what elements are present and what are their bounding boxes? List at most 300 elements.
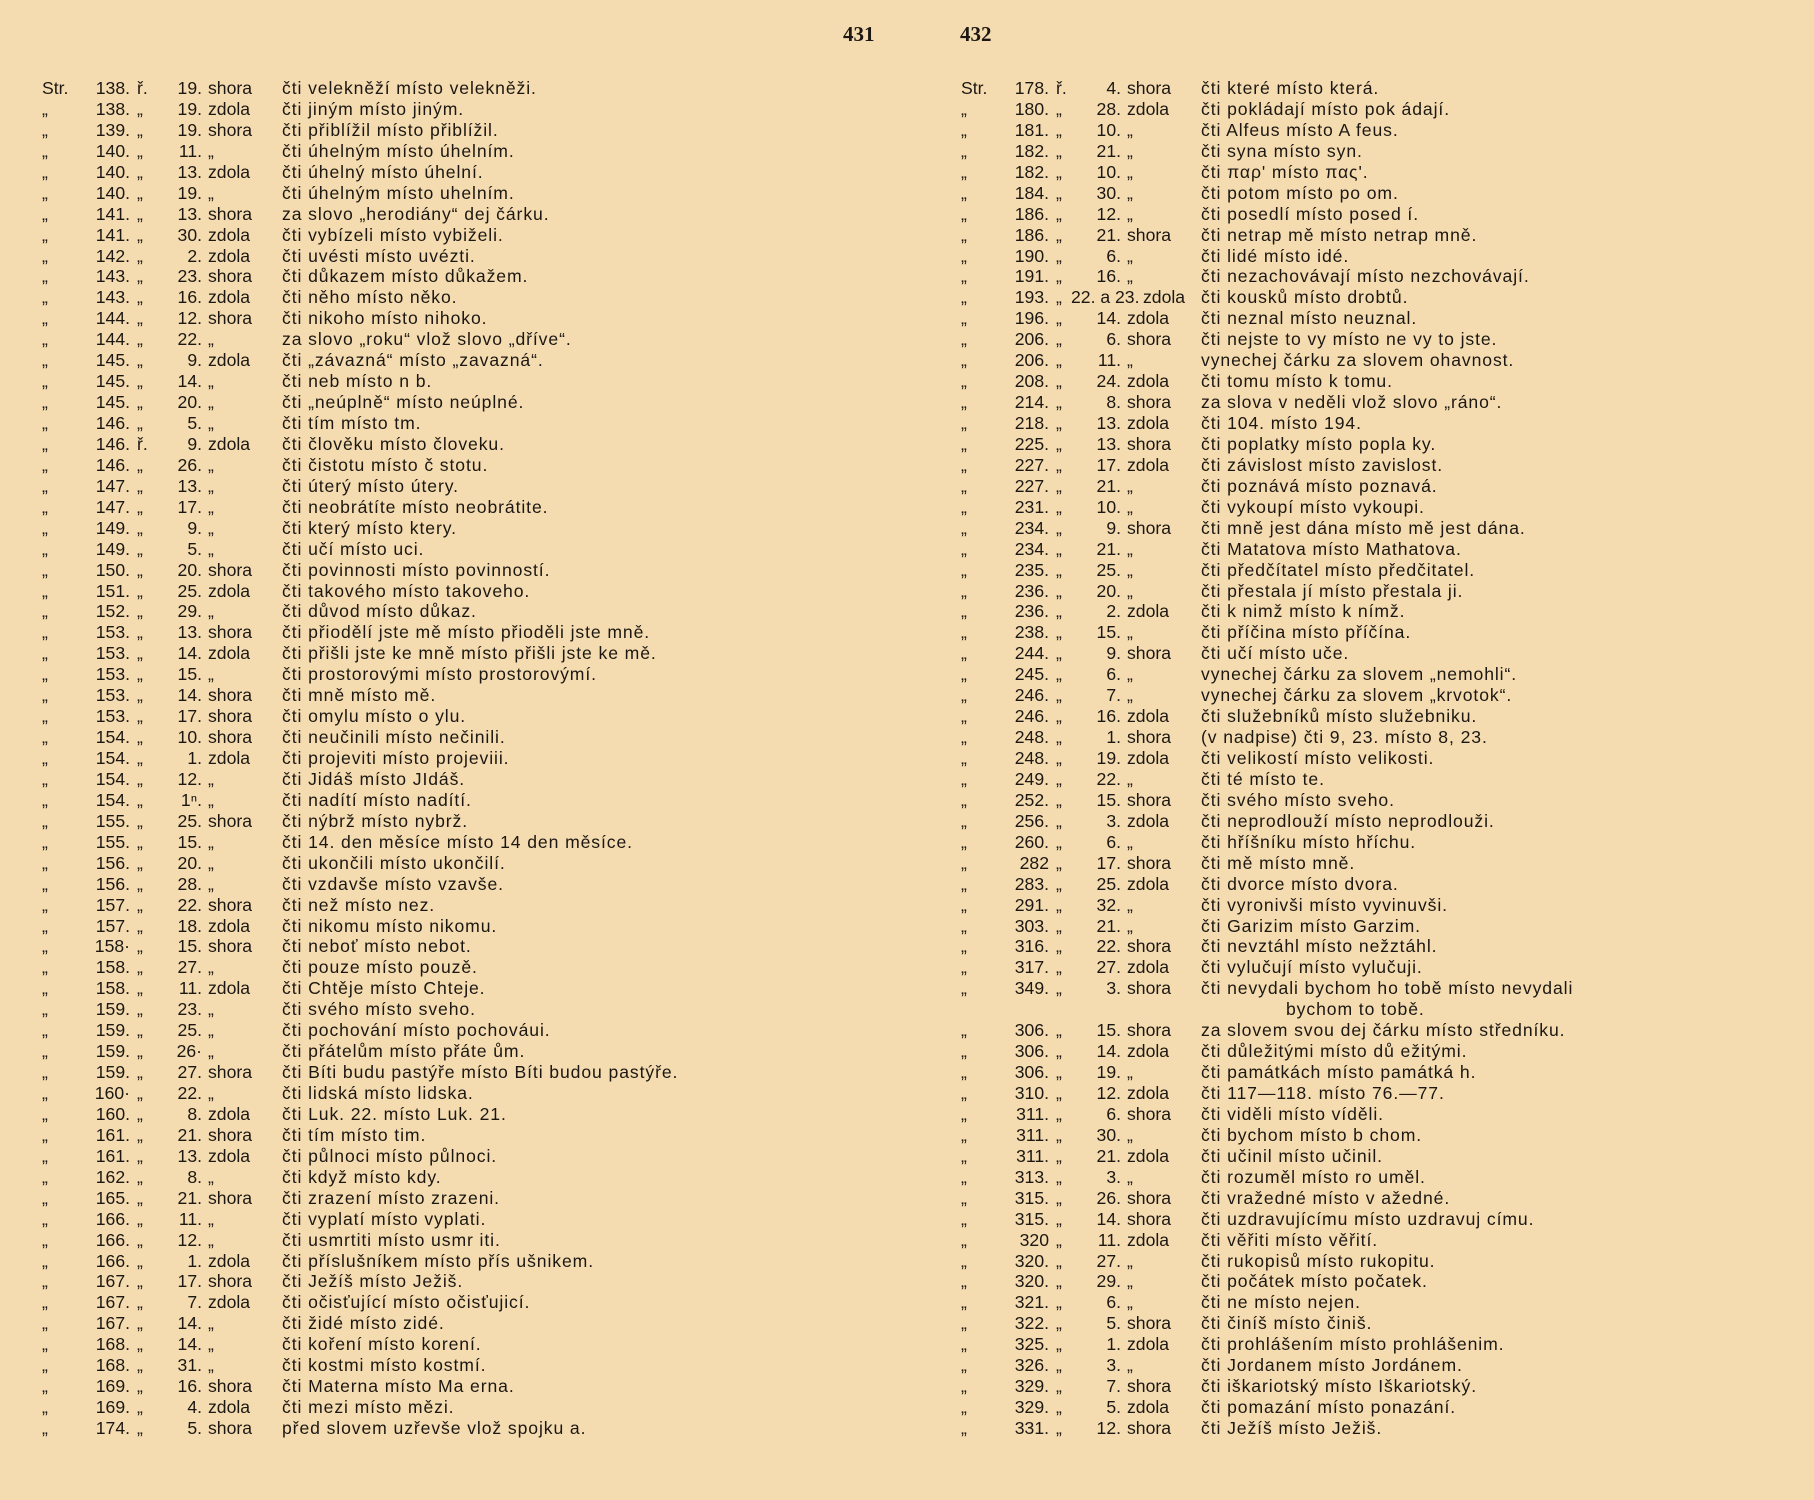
row-side: „ (208, 957, 214, 978)
row-correction: čti Bíti budu pastýře místo Bíti budou pastýře. (282, 1062, 679, 1083)
row-line: 1. (1106, 1334, 1121, 1355)
row-prefix: „ (961, 978, 967, 999)
row-line: 25. (1096, 559, 1121, 580)
row-line: 15. (177, 831, 202, 852)
row-line: 24. (1096, 371, 1121, 392)
row-prefix: „ (42, 1145, 48, 1166)
row-line: 11. (178, 140, 202, 161)
row-correction: čti vykoupí místo vykoupi. (1201, 496, 1425, 517)
row-page: 252. (1014, 789, 1049, 810)
row-line-mark: „ (137, 350, 143, 371)
row-page: 231. (1014, 496, 1049, 517)
row-page: 155. (95, 831, 130, 852)
row-correction: čti úhelným místo úhelním. (282, 140, 515, 161)
row-side: „ (208, 475, 214, 496)
row-correction: čti iškariotský místo Iškariotský. (1201, 1376, 1477, 1397)
row-side: shora (1127, 1187, 1172, 1208)
row-prefix: „ (961, 1020, 967, 1041)
row-page: 143. (95, 287, 130, 308)
row-side: „ (208, 789, 214, 810)
row-page: 139. (95, 119, 130, 140)
row-prefix: „ (42, 392, 48, 413)
row-prefix: „ (961, 392, 967, 413)
page-number-right: 432 (960, 22, 992, 46)
row-line: 21. (177, 1124, 202, 1145)
row-line-mark: „ (1056, 1313, 1062, 1334)
row-correction: čti παρ' místo πας'. (1201, 161, 1369, 182)
row-correction: čti předčítatel místo předčitatel. (1201, 559, 1476, 580)
row-prefix: „ (42, 706, 48, 727)
row-prefix: „ (961, 915, 967, 936)
row-side: „ (1127, 1250, 1133, 1271)
row-line: 27. (1096, 1250, 1121, 1271)
row-prefix: „ (961, 1145, 967, 1166)
row-correction: čti rukopisů místo rukopitu. (1201, 1250, 1436, 1271)
row-line-mark: „ (137, 894, 143, 915)
row-prefix: „ (42, 831, 48, 852)
row-correction: čti té místo te. (1201, 768, 1325, 789)
row-line-mark: „ (1056, 517, 1062, 538)
row-prefix: „ (42, 308, 48, 329)
row-correction: čti které místo která. (1201, 78, 1380, 98)
row-line-mark: „ (137, 601, 143, 622)
row-correction: čti důležitými místo dů ežitými. (1201, 1041, 1468, 1062)
row-side: „ (1127, 119, 1133, 140)
row-side: „ (208, 1355, 214, 1376)
row-line-mark: „ (1056, 706, 1062, 727)
row-page: 141. (95, 224, 130, 245)
row-page: 166. (95, 1229, 130, 1250)
row-page: 317. (1014, 957, 1049, 978)
row-page: 186. (1014, 203, 1049, 224)
row-prefix: „ (42, 266, 48, 287)
row-line: 6. (1106, 1103, 1121, 1124)
row-line-mark: „ (137, 1103, 143, 1124)
row-side: shora (208, 936, 253, 957)
row-side: „ (208, 601, 214, 622)
row-line-mark: „ (1056, 643, 1062, 664)
row-prefix: „ (961, 203, 967, 224)
row-side: shora (1127, 329, 1172, 350)
row-page: 167. (95, 1271, 130, 1292)
row-prefix: „ (42, 1397, 48, 1418)
row-line-mark: „ (137, 1083, 143, 1103)
row-page: 313. (1014, 1166, 1049, 1187)
row-correction: čti tím místo tm. (282, 413, 422, 433)
row-side: „ (1127, 685, 1133, 706)
row-line-mark: „ (1056, 915, 1062, 936)
row-side: shora (208, 266, 253, 287)
row-correction: čti nevztáhl místo nežztáhl. (1201, 936, 1438, 957)
row-line: 16. (1096, 266, 1121, 287)
row-line: 25. (1096, 873, 1121, 894)
row-correction: vynechej čárku za slovem „nemohli“. (1201, 664, 1518, 685)
row-correction: čti svého místo sveho. (1201, 789, 1395, 810)
row-page: 153. (95, 643, 130, 664)
row-line-mark: „ (137, 1313, 143, 1334)
row-page: 158. (95, 978, 130, 999)
row-page: 315. (1014, 1187, 1049, 1208)
row-page: 146. (95, 454, 130, 475)
row-side: „ (1127, 161, 1133, 182)
row-line-mark: „ (137, 517, 143, 538)
row-correction: čti vylučují místo vylučuji. (1201, 957, 1423, 978)
row-line: 10. (1096, 119, 1121, 140)
row-line: 6. (1106, 1292, 1121, 1313)
row-correction: čti 14. den měsíce místo 14 den měsíce. (282, 831, 633, 852)
row-side: „ (1127, 1124, 1133, 1145)
row-line: 29. (177, 601, 202, 622)
row-line-mark: „ (137, 287, 143, 308)
row-prefix: „ (42, 1271, 48, 1292)
row-line: 15. (177, 664, 202, 685)
row-prefix: Str. (961, 78, 988, 98)
row-correction: za slovem svou dej čárku místo středníku. (1201, 1020, 1566, 1041)
row-side: „ (208, 329, 214, 350)
row-line-mark: „ (137, 685, 143, 706)
row-page: 329. (1014, 1397, 1049, 1418)
row-side: zdola (208, 98, 251, 119)
row-line-mark: „ (1056, 978, 1062, 999)
row-side: „ (1127, 182, 1133, 203)
row-page: 249. (1014, 768, 1049, 789)
row-line-mark: „ (1056, 936, 1062, 957)
row-line: 1ⁿ. (180, 789, 202, 810)
row-line: 13. (177, 203, 202, 224)
row-line: 21. (1096, 538, 1121, 559)
row-page: 158· (94, 936, 130, 957)
row-side: shora (1127, 517, 1172, 538)
row-line-mark: „ (137, 789, 143, 810)
row-side: zdola (1127, 98, 1170, 119)
row-side: shora (1127, 1020, 1172, 1041)
row-prefix: „ (42, 1376, 48, 1397)
row-correction: čti úterý místo útery. (282, 475, 459, 496)
row-page: 153. (95, 664, 130, 685)
row-correction: čti dvorce místo dvora. (1201, 873, 1399, 894)
row-side: „ (208, 1208, 214, 1229)
row-correction: čti neboť místo nebot. (282, 936, 472, 957)
row-line-mark: „ (1056, 768, 1062, 789)
row-page: 234. (1014, 517, 1049, 538)
row-page: 147. (95, 496, 130, 517)
row-correction: čti nejste to vy místo ne vy to jste. (1201, 329, 1498, 350)
row-page: 154. (95, 727, 130, 748)
row-prefix: „ (961, 98, 967, 119)
row-correction: čti služebníků místo služebniku. (1201, 706, 1478, 727)
row-line: 11. (1097, 350, 1121, 371)
page-number-left: 431 (843, 22, 875, 46)
row-side: zdola (208, 287, 251, 308)
row-correction: čti očisťující místo očisťujicí. (282, 1292, 531, 1313)
row-line: 22. (1096, 768, 1121, 789)
row-side: shora (208, 1376, 253, 1397)
row-side: „ (1127, 266, 1133, 287)
row-correction: čti nikomu místo nikomu. (282, 915, 498, 936)
row-correction: čti povinnosti místo povinností. (282, 559, 551, 580)
row-page: 246. (1014, 685, 1049, 706)
row-side: „ (1127, 559, 1133, 580)
row-correction: čti projeviti místo projeviii. (282, 748, 510, 768)
row-line: 5. (1106, 1313, 1121, 1334)
row-prefix: „ (42, 350, 48, 371)
row-page: 145. (95, 350, 130, 371)
row-side: shora (208, 685, 253, 706)
row-page: 326. (1014, 1355, 1049, 1376)
row-side: „ (208, 496, 214, 517)
row-correction: čti půlnoci místo půlnoci. (282, 1145, 498, 1166)
row-side: „ (208, 454, 214, 475)
row-correction: čti úhelným místo uhelním. (282, 182, 515, 203)
row-page: 246. (1014, 706, 1049, 727)
row-correction: čti čistotu místo č stotu. (282, 454, 489, 475)
row-prefix: „ (42, 894, 48, 915)
row-correction: čti poplatky místo popla ky. (1201, 433, 1437, 454)
row-correction: čti mně jest dána místo mě jest dána. (1201, 517, 1526, 538)
row-correction: čti kousků místo drobtů. (1201, 287, 1409, 308)
row-correction: čti ne místo nejen. (1201, 1292, 1361, 1313)
row-correction: čti jiným místo jiným. (282, 98, 465, 119)
row-side: zdola (208, 643, 251, 664)
row-line-mark: „ (137, 140, 143, 161)
row-line: 2. (1106, 601, 1121, 622)
row-prefix: „ (42, 873, 48, 894)
row-prefix: „ (961, 1397, 967, 1418)
row-side: „ (208, 413, 214, 433)
row-correction: čti rozuměl místo ro uměl. (1201, 1166, 1426, 1187)
row-page: 236. (1014, 580, 1049, 601)
row-prefix: „ (961, 1041, 967, 1062)
row-prefix: „ (961, 224, 967, 245)
row-prefix: Str. (42, 78, 69, 98)
row-line-mark: „ (137, 1020, 143, 1041)
row-page: 320 (1019, 1229, 1049, 1250)
row-line: 1. (187, 1250, 202, 1271)
row-correction: čti pomazání místo ponazání. (1201, 1397, 1457, 1418)
row-line-mark: „ (1056, 140, 1062, 161)
row-line-mark: „ (137, 119, 143, 140)
row-side: „ (208, 873, 214, 894)
row-line: 21. (177, 1187, 202, 1208)
row-line-mark: „ (137, 978, 143, 999)
row-line-mark: „ (137, 413, 143, 433)
row-page: 162. (95, 1166, 130, 1187)
row-line-mark: ř. (137, 78, 148, 98)
row-side: „ (1127, 496, 1133, 517)
row-line: 17. (1096, 454, 1121, 475)
row-line: 12. (1096, 1083, 1121, 1103)
row-page: 214. (1014, 392, 1049, 413)
row-page: 143. (95, 266, 130, 287)
row-line: 3. (1106, 1166, 1121, 1187)
row-side: shora (208, 1418, 253, 1438)
row-page: 149. (95, 538, 130, 559)
row-line: 16. (1096, 706, 1121, 727)
row-line: 31. (177, 1355, 202, 1376)
row-prefix: „ (961, 329, 967, 350)
row-correction: bychom to tobě. (1286, 999, 1425, 1020)
row-prefix: „ (961, 748, 967, 768)
row-line: 10. (1096, 161, 1121, 182)
row-prefix: „ (961, 371, 967, 392)
row-page: 310. (1014, 1083, 1049, 1103)
row-prefix: „ (961, 475, 967, 496)
row-prefix: „ (42, 371, 48, 392)
row-line: 14. (177, 1334, 202, 1355)
row-line: 22. (177, 329, 202, 350)
row-page: 150. (95, 559, 130, 580)
row-line-mark: „ (137, 392, 143, 413)
row-correction: čti vybízeli místo vybiželi. (282, 224, 504, 245)
row-side: „ (1127, 1062, 1133, 1083)
row-side: zdola (208, 245, 251, 266)
row-line: 22. a 23. (1071, 287, 1140, 308)
row-line-mark: „ (1056, 1145, 1062, 1166)
row-line: 19. (177, 98, 202, 119)
row-line: 14. (177, 1313, 202, 1334)
row-side: shora (1127, 936, 1172, 957)
row-line-mark: „ (1056, 203, 1062, 224)
row-prefix: „ (961, 1062, 967, 1083)
row-line-mark: „ (1056, 1376, 1062, 1397)
row-correction: čti člověku místo človeku. (282, 433, 505, 454)
row-prefix: „ (961, 664, 967, 685)
row-correction: čti neprodlouží místo neprodlouži. (1201, 810, 1495, 831)
row-page: 167. (95, 1313, 130, 1334)
row-line: 16. (177, 287, 202, 308)
row-prefix: „ (961, 580, 967, 601)
row-line: 21. (1096, 475, 1121, 496)
row-line-mark: „ (137, 266, 143, 287)
row-page: 311. (1016, 1145, 1049, 1166)
row-side: zdola (1127, 706, 1170, 727)
row-line: 5. (187, 413, 202, 433)
row-line-mark: „ (137, 852, 143, 873)
row-page: 245. (1014, 664, 1049, 685)
row-side: shora (208, 308, 253, 329)
row-page: 311. (1016, 1103, 1049, 1124)
row-side: shora (1127, 1376, 1172, 1397)
row-prefix: „ (42, 517, 48, 538)
row-page: 182. (1014, 161, 1049, 182)
row-side: „ (1127, 1355, 1133, 1376)
row-side: „ (1127, 622, 1133, 643)
row-side: zdola (1127, 1041, 1170, 1062)
row-line-mark: ř. (137, 433, 148, 454)
row-page: 193. (1014, 287, 1049, 308)
row-page: 174. (95, 1418, 130, 1438)
row-correction: čti prostorovými místo prostorovýmí. (282, 664, 597, 685)
row-prefix: „ (42, 768, 48, 789)
row-line: 9. (187, 350, 202, 371)
row-prefix: „ (42, 852, 48, 873)
row-prefix: „ (42, 1020, 48, 1041)
row-line-mark: „ (137, 957, 143, 978)
row-line-mark: „ (1056, 1187, 1062, 1208)
row-correction: čti přestala jí místo přestala ji. (1201, 580, 1464, 601)
row-line: 15. (1096, 622, 1121, 643)
row-prefix: „ (961, 894, 967, 915)
row-prefix: „ (42, 203, 48, 224)
row-line: 25. (177, 580, 202, 601)
row-prefix: „ (961, 287, 967, 308)
row-correction: čti úhelný místo úhelní. (282, 161, 484, 182)
row-line-mark: „ (137, 475, 143, 496)
row-prefix: „ (961, 831, 967, 852)
row-correction: čti Jidáš místo JIdáš. (282, 768, 466, 789)
row-prefix: „ (42, 1187, 48, 1208)
row-line-mark: „ (1056, 413, 1062, 433)
row-line: 6. (1106, 245, 1121, 266)
row-side: shora (208, 559, 253, 580)
row-line-mark: „ (1056, 266, 1062, 287)
row-line-mark: „ (137, 706, 143, 727)
row-line: 21. (1096, 140, 1121, 161)
row-side: zdola (208, 224, 251, 245)
row-line: 17. (177, 496, 202, 517)
row-correction: čti Matatova místo Mathatova. (1201, 538, 1462, 559)
row-correction: čti neučinili místo nečinili. (282, 727, 506, 748)
row-side: zdola (1127, 748, 1170, 768)
row-line: 20. (177, 392, 202, 413)
row-side: „ (208, 140, 214, 161)
row-prefix: „ (961, 1334, 967, 1355)
row-line: 10. (1096, 496, 1121, 517)
row-page: 315. (1014, 1208, 1049, 1229)
row-correction: čti nýbrž místo nybrž. (282, 810, 469, 831)
row-correction: čti Garizim místo Garzim. (1201, 915, 1421, 936)
row-page: 153. (95, 706, 130, 727)
row-side: „ (1127, 1271, 1133, 1292)
row-line: 2. (187, 245, 202, 266)
row-line: 17. (177, 706, 202, 727)
row-line-mark: „ (137, 1187, 143, 1208)
row-page: 238. (1014, 622, 1049, 643)
row-side: zdola (208, 433, 251, 454)
row-side: zdola (208, 1292, 251, 1313)
row-line: 22. (1096, 936, 1121, 957)
row-correction: čti hříšníku místo hříchu. (1201, 831, 1417, 852)
row-side: „ (1127, 203, 1133, 224)
row-line-mark: „ (137, 664, 143, 685)
row-page: 303. (1014, 915, 1049, 936)
row-correction: čti Materna místo Ma erna. (282, 1376, 515, 1397)
row-line-mark: „ (137, 643, 143, 664)
row-page: 196. (1014, 308, 1049, 329)
row-page: 157. (95, 915, 130, 936)
row-side: zdola (1127, 413, 1170, 433)
row-correction: čti velekněží místo velekněži. (282, 78, 537, 98)
row-page: 206. (1014, 350, 1049, 371)
row-prefix: „ (961, 685, 967, 706)
row-line-mark: „ (1056, 454, 1062, 475)
row-line: 12. (1096, 203, 1121, 224)
row-line-mark: „ (137, 810, 143, 831)
row-page: 234. (1014, 538, 1049, 559)
row-prefix: „ (42, 1418, 48, 1438)
row-line: 11. (178, 1208, 202, 1229)
row-line: 7. (1106, 1376, 1121, 1397)
row-prefix: „ (961, 957, 967, 978)
row-line: 19. (1096, 1062, 1121, 1083)
row-correction: čti potom místo po om. (1201, 182, 1399, 203)
row-prefix: „ (961, 1208, 967, 1229)
row-side: shora (1127, 1103, 1172, 1124)
row-correction: čti posedlí místo posed í. (1201, 203, 1420, 224)
row-line-mark: „ (1056, 810, 1062, 831)
row-line-mark: „ (137, 1041, 143, 1062)
row-line-mark: „ (1056, 119, 1062, 140)
